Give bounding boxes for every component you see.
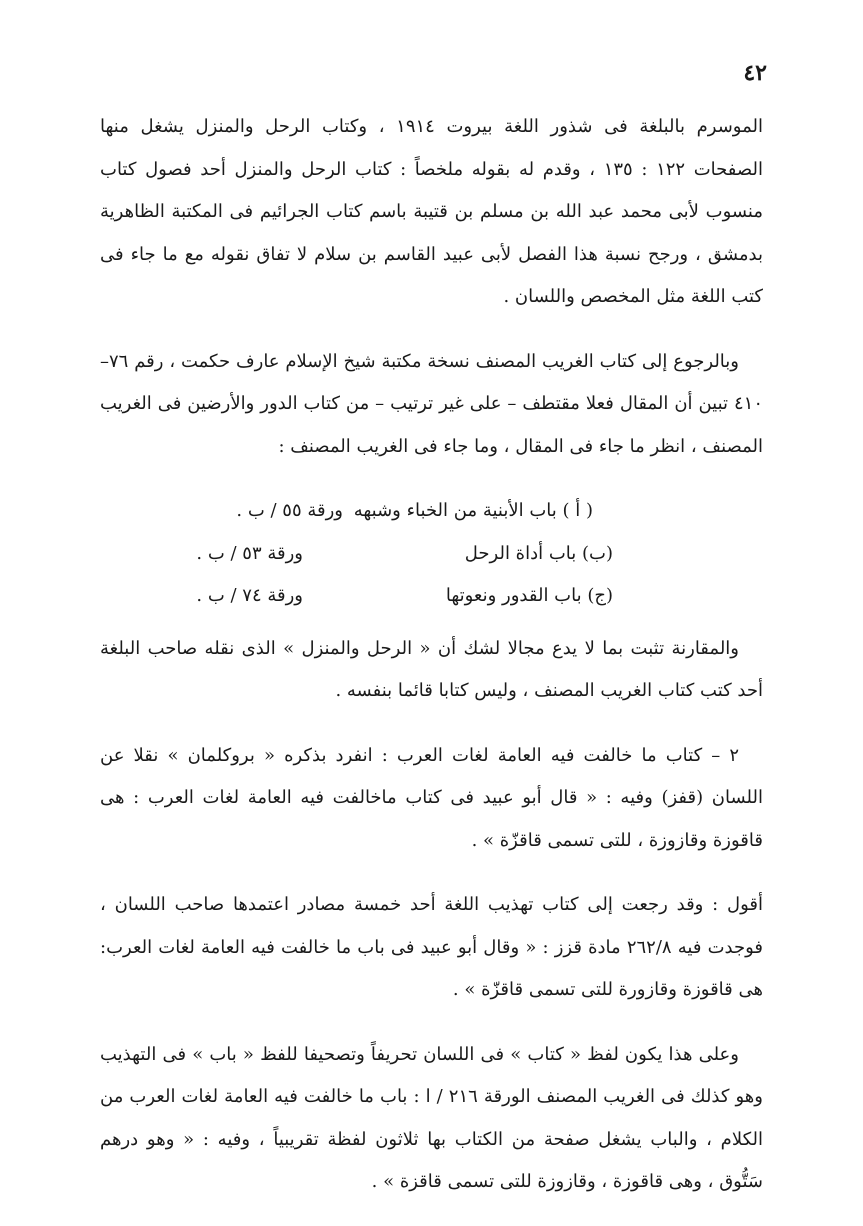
paragraph-1: الموسرم بالبلغة فى شذور اللغة بيروت ١٩١٤ ، وكتاب الرحل والمنزل يشغل منها الصفحات ١٢٢ : ١٣٥ ، وقدم له بقوله ملخصاً : كتاب الرحل والمنزل أحد فصول كتاب منسوب لأبى محمد عبد الله بن مسلم بن قتيبة باسم كتاب الجرائيم فى المكتبة الظاهرية بدمشق ، ورجح نسبة هذا الفصل لأبى عبيد القاسم بن سلام لا تفاق نقوله مع ما جاء فى كتب اللغة مثل المخصص واللسان . <box>100 116 763 307</box>
list-item-ref: ورقة ٥٥ / ب . <box>236 500 343 521</box>
paragraph-6: وعلى هذا يكون لفظ « كتاب » فى اللسان تحريفاً وتصحيفا للفظ « باب » فى التهذيب وهو كذلك فى الغريب المصنف الورقة ٢١٦ / ا : باب ما خالفت فيه العامة لغات العرب من الكلام ، والباب يشغل صفحة من الكتاب بها ثلاثون لفظة تقريبياً ، وفيه : « وهو درهم سَتُّوق ، وهى قاقوزة ، وقازوزة للتى تسمى قاقزة » . <box>100 1043 763 1192</box>
paragraph-2: وبالرجوع إلى كتاب الغريب المصنف نسخة مكتبة شيخ الإسلام عارف حكمت ، رقم ٧٦–٤١٠ تبين أن المقال فعلا مقتطف – على غير ترتيب – من كتاب الدور والأرضين فى الغريب المصنف ، انظر ما جاء فى المقال ، وما جاء فى الغريب المصنف : <box>100 350 763 457</box>
paragraph-3: والمقارنة تثبت بما لا يدع مجالا لشك أن « الرحل والمنزل » الذى نقله صاحب البلغة أحد كتب كتاب الغريب المصنف ، وليس كتابا قائما بنفسه . <box>100 637 763 701</box>
comparison-list <box>100 490 763 618</box>
list-item-text: (ب) باب أداة الرحل <box>464 542 613 564</box>
paragraph-4: ٢ – كتاب ما خالفت فيه العامة لغات العرب : انفرد بذكره « بروكلمان » نقلا عن اللسان (قفز) وفيه : « قال أبو عبيد فى كتاب ماخالفت فيه العامة لغات العرب : هى قاقوزة وقازوزة ، للتى تسمى قاقزّة » . <box>100 744 763 851</box>
list-item <box>100 575 763 618</box>
list-item-ref: ورقة ٥٣ / ب . <box>196 542 303 564</box>
list-item <box>100 533 763 576</box>
paragraph-5: أقول : وقد رجعت إلى كتاب تهذيب اللغة أحد خمسة مصادر اعتمدها صاحب اللسان ، فوجدت فيه ٢٦٢/٨ مادة قزز : « وقال أبو عبيد فى باب ما خالفت فيه العامة لغات العرب: هى قاقوزة وقازورة للتى تسمى قاقزّة » . <box>100 894 763 1000</box>
list-item-text: (ج) باب القدور ونعوتها <box>445 585 613 606</box>
page-number: ٤٢ <box>743 60 767 86</box>
list-item <box>100 490 763 533</box>
list-item-ref: ورقة ٧٤ / ب . <box>196 585 303 606</box>
page-body <box>100 106 763 1226</box>
list-item-text: ( أ ) باب الأبنية من الخباء وشبهه <box>353 500 593 521</box>
